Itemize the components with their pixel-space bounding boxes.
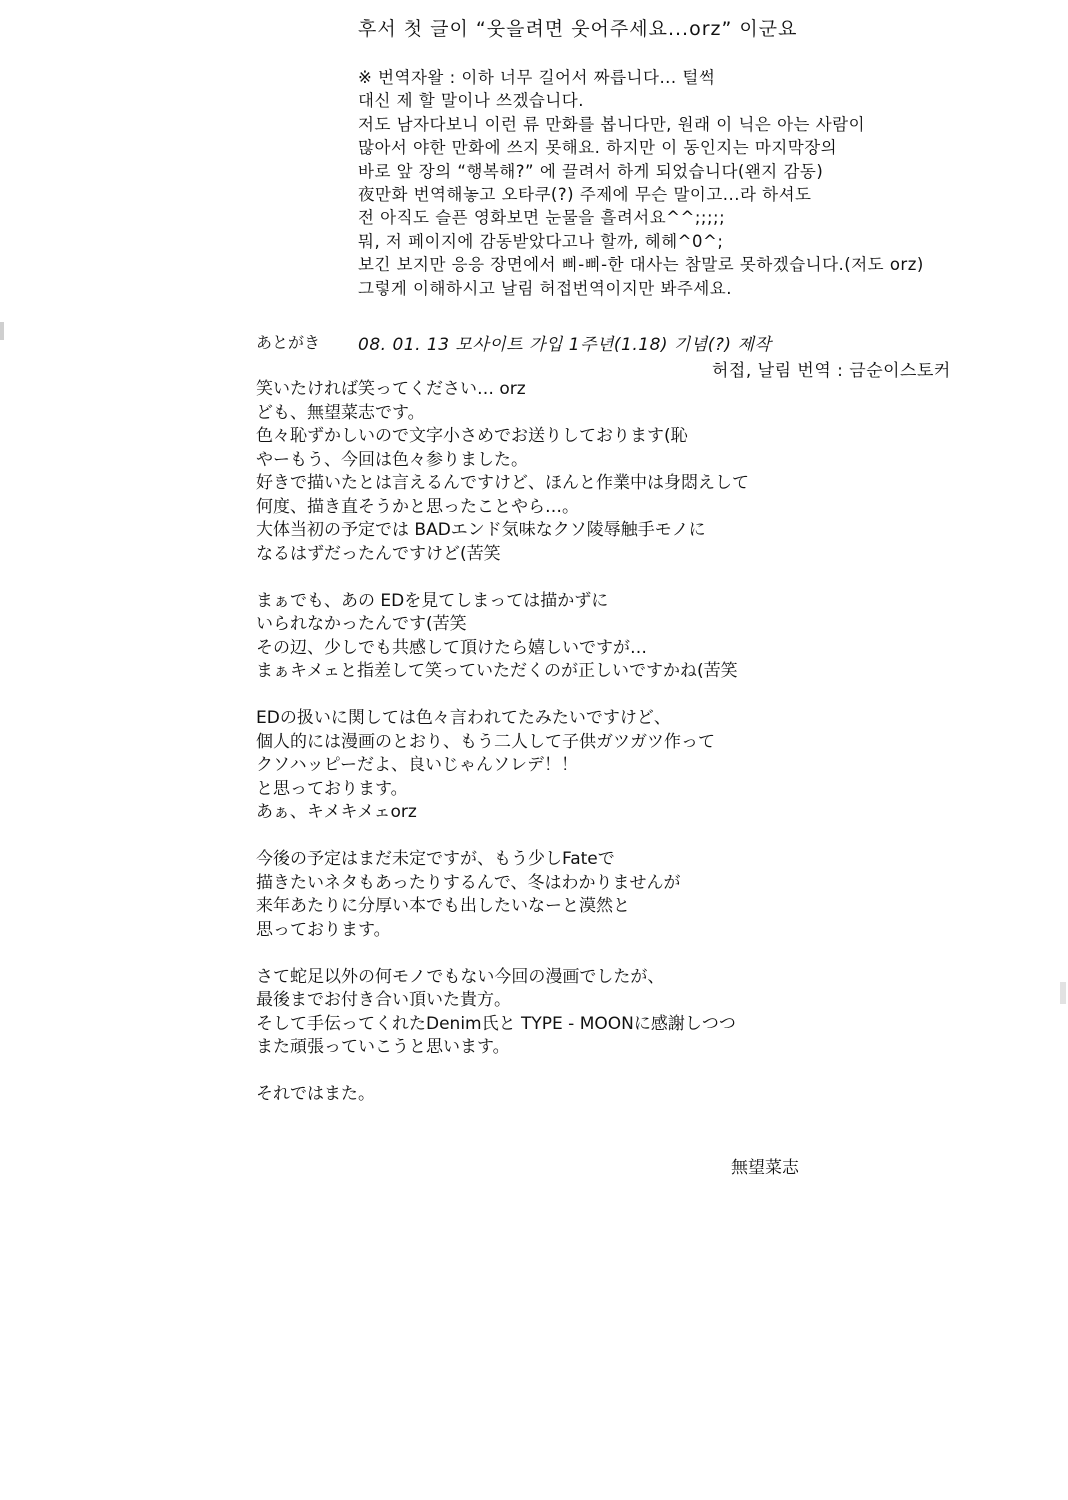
atogaki-heading: あとがき [256,333,321,352]
japanese-body-line: と思っております。 [256,778,408,799]
japanese-body-line: 個人的には漫画のとおり、もう二人して子供ガツガツ作って [256,731,715,752]
japanese-body-line: 今後の予定はまだ未定ですが、もう少しFateで [256,849,615,869]
korean-note-title: 후서 첫 글이 “웃을려면 웃어주세요...orz” 이군요 [358,18,798,40]
japanese-body-line: 最後までお付き合い頂いた貴方。 [256,990,511,1010]
japanese-body-line: 何度、描き直そうかと思ったことやら…。 [256,496,579,517]
japanese-body-line: やーもう、今回は色々参りました。 [256,449,528,470]
japanese-body-line: 色々恥ずかしいので文字小さめでお送りしております(恥 [256,426,688,446]
korean-translator-note [358,66,1058,300]
korean-note-line: 그렇게 이해하시고 날림 허접번역이지만 봐주세요. [358,278,732,298]
paragraph-gap [256,825,956,849]
japanese-body-line: 描きたいネタもあったりするんで、冬はわかりませんが [256,872,681,893]
japanese-body-line: 笑いたければ笑ってください… orz [256,379,526,399]
japanese-body-line: 思っております。 [256,919,391,940]
korean-note-line: 바로 앞 장의 “행복해?” 에 끌려서 하게 되었습니다(왠지 감동) [358,161,824,181]
korean-note-line: 전 아직도 슬픈 영화보면 눈물을 흘려서요^^;;;;; [358,208,726,228]
japanese-body-line: 好きで描いたとは言えるんですけど、ほんと作業中は身悶えして [256,473,749,493]
japanese-afterword-body [256,378,956,1107]
korean-note-line: 보긴 보지만 응응 장면에서 삐-삐-한 대사는 참말로 못하겠습니다.(저도 orz) [358,255,924,275]
korean-note-line: 뭐, 저 페이지에 감동받았다고나 할까, 헤헤^0^; [358,231,724,251]
korean-note-line: ※ 번역자왈 : 이하 너무 길어서 짜릅니다... 털썩 [358,68,716,87]
author-signature: 無望菜志 [731,1158,799,1178]
japanese-body-line: あぁ、キメキメェorz [256,802,417,822]
paragraph-gap [256,1060,956,1084]
paragraph-gap [256,566,956,590]
japanese-body-line: いられなかったんです(苦笑 [256,614,467,634]
japanese-body-line: また頑張っていこうと思います。 [256,1037,510,1057]
japanese-body-line: 大体当初の予定では BADエンド気味なクソ陵辱触手モノに [256,520,706,540]
korean-date-line: 08. 01. 13 모사이트 가입 1주년(1.18) 기념(?) 제작 [358,335,772,355]
japanese-body-line: なるはずだったんですけど(苦笑 [256,543,501,564]
translator-credit: 허접, 날림 번역 : 금순이스토커 [712,361,951,381]
japanese-body-line: まぁキメェと指差して笑っていただくのが正しいですかね(苦笑 [256,661,738,681]
korean-note-line: 많아서 야한 만화에 쓰지 못해요. 하지만 이 동인지는 마지막장의 [358,138,838,158]
japanese-body-line: その辺、少しでも共感して頂けたら嬉しいですが… [256,637,647,658]
left-edge-mark [0,322,4,340]
right-edge-mark [1060,982,1066,1004]
korean-note-line: 대신 제 할 말이나 쓰겠습니다. [358,91,584,111]
japanese-body-line: クソハッピーだよ、良いじゃんソレデ！！ [256,755,578,775]
japanese-body-line: EDの扱いに関しては色々言われてたみたいですけど、 [256,708,671,728]
korean-note-line: 夜만화 번역해놓고 오타쿠(?) 주제에 무슨 말이고...라 하셔도 [358,184,812,204]
japanese-body-line: さて蛇足以外の何モノでもない今回の漫画でしたが、 [256,966,665,987]
japanese-body-line: 来年あたりに分厚い本でも出したいなーと漠然と [256,896,630,916]
korean-note-line: 저도 남자다보니 이런 류 만화를 봅니다만, 원래 이 닉은 아는 사람이 [358,114,866,134]
japanese-body-line: まぁでも、あの EDを見てしまっては描かずに [256,590,609,611]
paragraph-gap [256,684,956,708]
paragraph-gap [256,942,956,966]
japanese-body-line: そして手伝ってくれたDenim氏と TYPE - MOONに感謝しつつ [256,1013,736,1034]
japanese-body-line: ども、無望菜志です。 [256,402,425,423]
japanese-body-line: それではまた。 [256,1084,375,1104]
